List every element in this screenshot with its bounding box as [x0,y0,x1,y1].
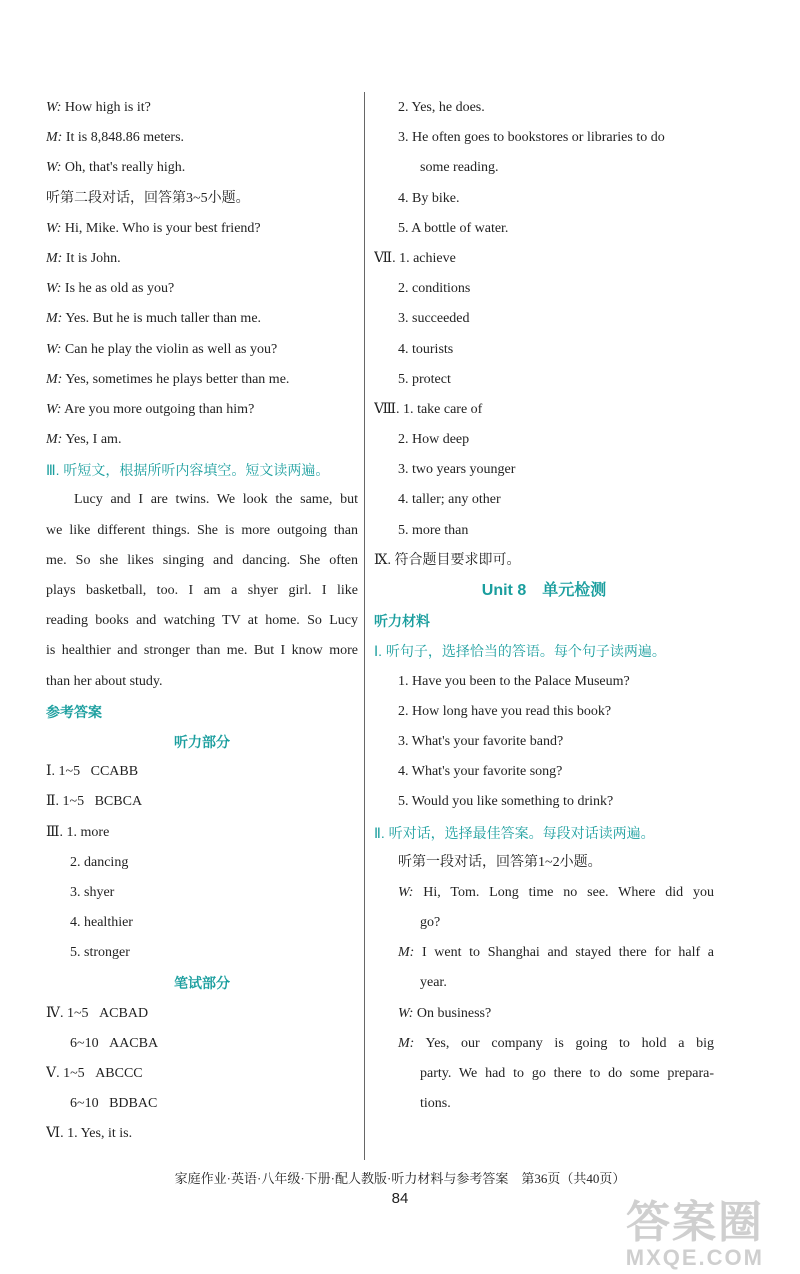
page-number: 84 [391,1190,409,1207]
page-footer: 家庭作业·英语·八年级·下册·配人教版·听力材料与参考答案 第36页（共40页） [174,1171,626,1186]
dialogue-line: M: I went to Shanghai and stayed there for half a [398,945,714,961]
answer-line: Ⅶ. 1. achieve [374,250,456,266]
answer-line: Ⅷ. 1. take care of [374,401,483,417]
answer-line: 2. Yes, he does. [398,100,485,115]
answer-line: Ⅲ. 1. more [46,824,110,840]
dialogue-line: M: Yes, I am. [46,432,122,448]
answer-line: 3. succeeded [398,311,470,327]
answer-line: 5. stronger [70,945,130,961]
answer-line: some reading. [420,160,499,176]
passage-line: plays basketball, too. I am a shyer girl. I like [46,583,358,598]
answer-line: 5. protect [398,371,451,387]
dialogue-line: M: Yes, our company is going to hold a big [398,1035,714,1051]
watermark-logo [574,1200,764,1272]
section-heading: Ⅱ. 听对话，选择最佳答案。每段对话读两遍。 [374,824,655,841]
answer-line: 3. shyer [70,884,115,900]
dialogue-line: W: How high is it? [46,100,151,115]
dialogue-line: W: On business? [398,1005,492,1021]
listening-heading: 听力部分 [174,733,230,750]
sentence-line: 1. Have you been to the Palace Museum? [398,673,630,689]
answer-line: 4. tourists [398,341,454,357]
answers-heading: 参考答案 [46,703,102,720]
dialogue-line: M: It is John. [46,250,121,266]
right-column [374,93,714,1119]
watermark-text: 答案圈 [626,1198,764,1247]
answer-line: 6~10 BDBAC [70,1096,158,1112]
dialogue-intro: 听第一段对话，回答第1~2小题。 [398,854,602,870]
passage-line: me. So she likes singing and dancing. She often [46,552,358,568]
answer-line: Ⅴ. 1~5 ABCCC [46,1066,143,1081]
dialogue-line: M: Yes, sometimes he plays better than me. [46,371,290,387]
column-divider [364,92,365,1160]
sentence-line: 3. What's your favorite band? [398,733,564,749]
section-heading: Ⅰ. 听句子，选择恰当的答语。每个句子读两遍。 [374,643,666,660]
dialogue-line: W: Hi, Mike. Who is your best friend? [46,220,261,236]
answer-line: 2. conditions [398,281,471,297]
answer-line: 4. By bike. [398,190,460,206]
answer-line: 4. taller; any other [398,492,501,508]
dialogue-line: W: Oh, that's really high. [46,160,186,176]
answer-line: 2. dancing [70,854,129,870]
dialogue-line: party. We had to go there to do some prepara- [420,1066,714,1081]
answer-line: 5. more than [398,522,469,538]
listening-material-heading: 听力材料 [374,613,430,630]
answer-line: Ⅸ. 符合题目要求即可。 [374,552,521,568]
section-heading: Ⅲ. 听短文，根据所听内容填空。短文读两遍。 [46,462,330,479]
answer-line: 3. He often goes to bookstores or libraries to do [398,130,665,146]
dialogue-line: year. [420,975,447,991]
sentence-line: 5. Would you like something to drink? [398,794,614,810]
dialogue-line: go? [420,915,441,931]
passage-line: than her about study. [46,673,163,689]
dialogue-intro: 听第二段对话，回答第3~5小题。 [46,190,250,206]
passage-line: Lucy and I are twins. We look the same, but [74,492,358,508]
left-column [46,93,358,1150]
passage-line: reading books and watching TV at home. So Lucy [46,613,358,629]
dialogue-line: tions. [420,1096,451,1112]
unit-title: Unit 8 单元检测 [481,582,607,599]
answer-line: 3. two years younger [398,462,516,478]
passage-line: we like different things. She is more outgoing than [46,522,358,538]
sentence-line: 2. How long have you read this book? [398,703,612,719]
answer-line: Ⅵ. 1. Yes, it is. [46,1126,133,1142]
sentence-line: 4. What's your favorite song? [398,764,563,780]
answer-line: 5. A bottle of water. [398,220,509,236]
answer-line: 2. How deep [398,432,470,448]
dialogue-line: M: Yes. But he is much taller than me. [46,311,262,327]
dialogue-line: M: It is 8,848.86 meters. [46,130,185,146]
answer-line: 6~10 AACBA [70,1035,159,1051]
passage-line: is healthier and stronger than me. But I know more [46,643,358,659]
written-heading: 笔试部分 [174,975,230,992]
dialogue-line: W: Can he play the violin as well as you? [46,341,278,357]
answer-line: Ⅱ. 1~5 BCBCA [46,794,143,810]
dialogue-line: W: Hi, Tom. Long time no see. Where did you [398,884,714,900]
answer-line: 4. healthier [70,915,133,931]
dialogue-line: W: Are you more outgoing than him? [46,401,255,417]
answer-line: Ⅰ. 1~5 CCABB [46,764,139,780]
watermark-url: MXQE.COM [625,1245,764,1270]
answer-line: Ⅳ. 1~5 ACBAD [46,1005,149,1021]
dialogue-line: W: Is he as old as you? [46,281,175,297]
